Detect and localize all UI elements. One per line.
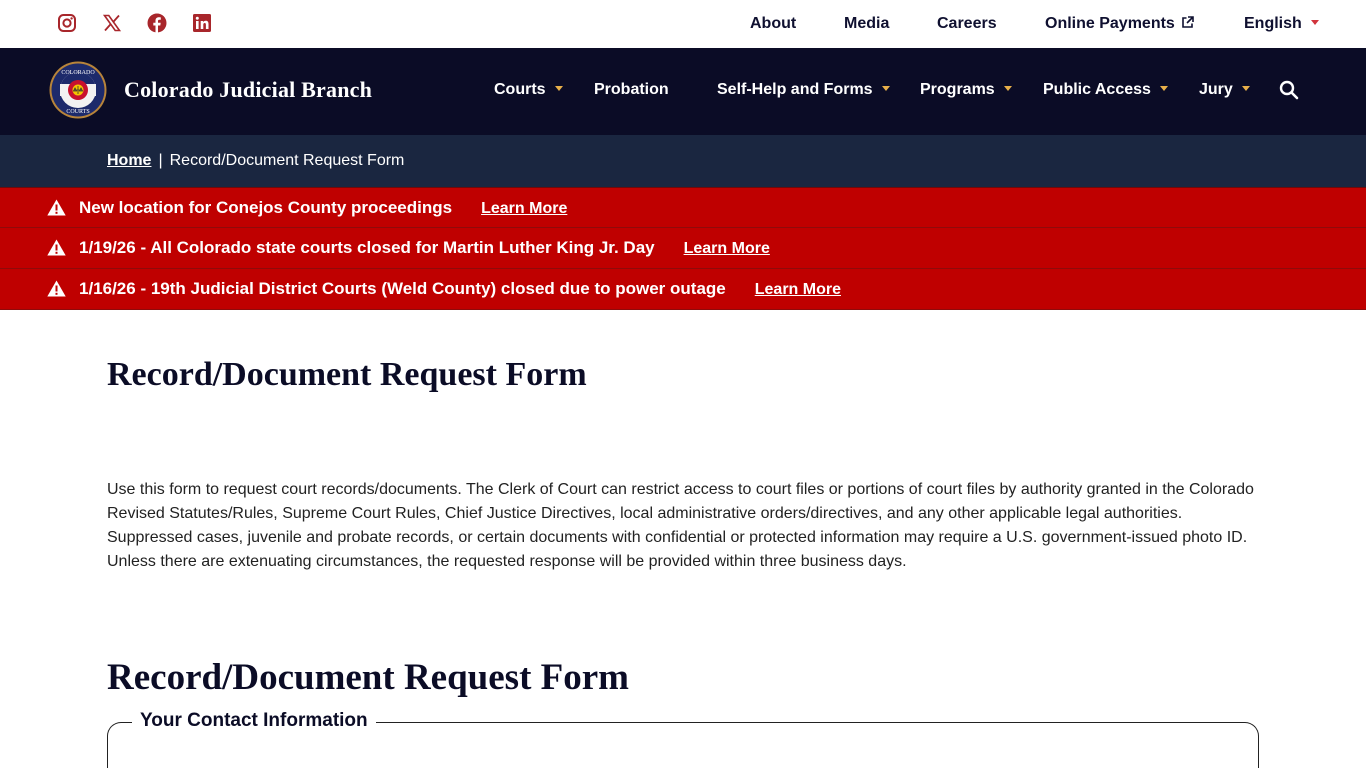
nav-courts[interactable]: Courts	[494, 80, 563, 100]
linkedin-link[interactable]	[192, 13, 214, 35]
page-title: Record/Document Request Form	[107, 356, 587, 393]
caret-down-icon	[555, 86, 563, 91]
utility-bar	[0, 0, 1366, 48]
breadcrumb	[107, 152, 404, 170]
intro-paragraph: Use this form to request court records/documents. The Clerk of Court can restrict access to court files or portions of court files by authority granted in the Colorado Revised Statutes/Rules, Supreme Court Rules, Chief Justice Directives, local administrative orders/directives, and any other applicable legal authorities. Suppressed cases, juvenile and probate records, or certain documents with confidential or protected information may require a U.S. government-issued photo ID. Unless there are extenuating circumstances, the requested response will be provided within three business days.	[107, 481, 1254, 570]
svg-text:COURTS: COURTS	[66, 109, 90, 115]
breadcrumb-home[interactable]: Home	[107, 152, 152, 169]
media-link[interactable]: Media	[844, 15, 890, 32]
caret-down-icon	[1242, 86, 1250, 91]
warning-icon	[47, 280, 66, 297]
breadcrumb-bar	[0, 135, 1366, 187]
nav-jury[interactable]: Jury	[1199, 80, 1250, 100]
instagram-icon	[57, 13, 77, 33]
learn-more-link[interactable]: Learn More	[754, 281, 841, 298]
about-link[interactable]: About	[750, 15, 797, 32]
learn-more-link[interactable]: Learn More	[481, 200, 568, 217]
breadcrumb-separator: |	[158, 152, 163, 169]
svg-text:COLORADO: COLORADO	[61, 70, 95, 76]
x-link[interactable]	[102, 13, 124, 35]
alert-message: 1/19/26 - All Colorado state courts closed for Martin Luther King Jr. Day	[79, 238, 655, 257]
court-seal-logo[interactable]	[49, 61, 107, 119]
online-payments-link[interactable]: Online Payments	[1045, 14, 1194, 34]
nav-programs[interactable]: Programs	[920, 80, 1012, 100]
alert-message: New location for Conejos County proceedings	[79, 198, 453, 217]
site-title[interactable]: Colorado Judicial Branch	[124, 77, 373, 102]
facebook-link[interactable]	[147, 13, 169, 35]
caret-down-icon	[1160, 86, 1168, 91]
social-links	[57, 13, 237, 35]
alert-message: 1/16/26 - 19th Judicial District Courts (Weld County) closed due to power outage	[79, 279, 726, 298]
warning-icon	[47, 239, 66, 256]
instagram-link[interactable]	[57, 13, 79, 35]
caret-down-icon	[882, 86, 890, 91]
alert-banner	[0, 269, 1366, 310]
warning-icon	[47, 199, 66, 216]
learn-more-link[interactable]: Learn More	[683, 240, 770, 257]
nav-probation[interactable]: Probation	[594, 81, 669, 98]
fieldset-legend: Your Contact Information	[132, 710, 376, 732]
external-link-icon	[1181, 16, 1194, 29]
x-twitter-icon	[102, 13, 122, 33]
facebook-icon	[147, 13, 167, 33]
form-title: Record/Document Request Form	[107, 657, 629, 698]
caret-down-icon	[1004, 86, 1012, 91]
careers-link[interactable]: Careers	[937, 15, 997, 32]
alerts-list	[0, 187, 1366, 310]
alert-banner	[0, 187, 1366, 228]
search-icon[interactable]	[1279, 80, 1299, 100]
language-select[interactable]: English	[1244, 14, 1319, 34]
linkedin-icon	[192, 13, 212, 33]
nav-self-help-and-forms[interactable]: Self-Help and Forms	[717, 80, 890, 100]
breadcrumb-current: Record/Document Request Form	[169, 152, 405, 169]
nav-public-access[interactable]: Public Access	[1043, 80, 1168, 100]
alert-banner	[0, 228, 1366, 269]
caret-down-icon	[1311, 20, 1319, 25]
